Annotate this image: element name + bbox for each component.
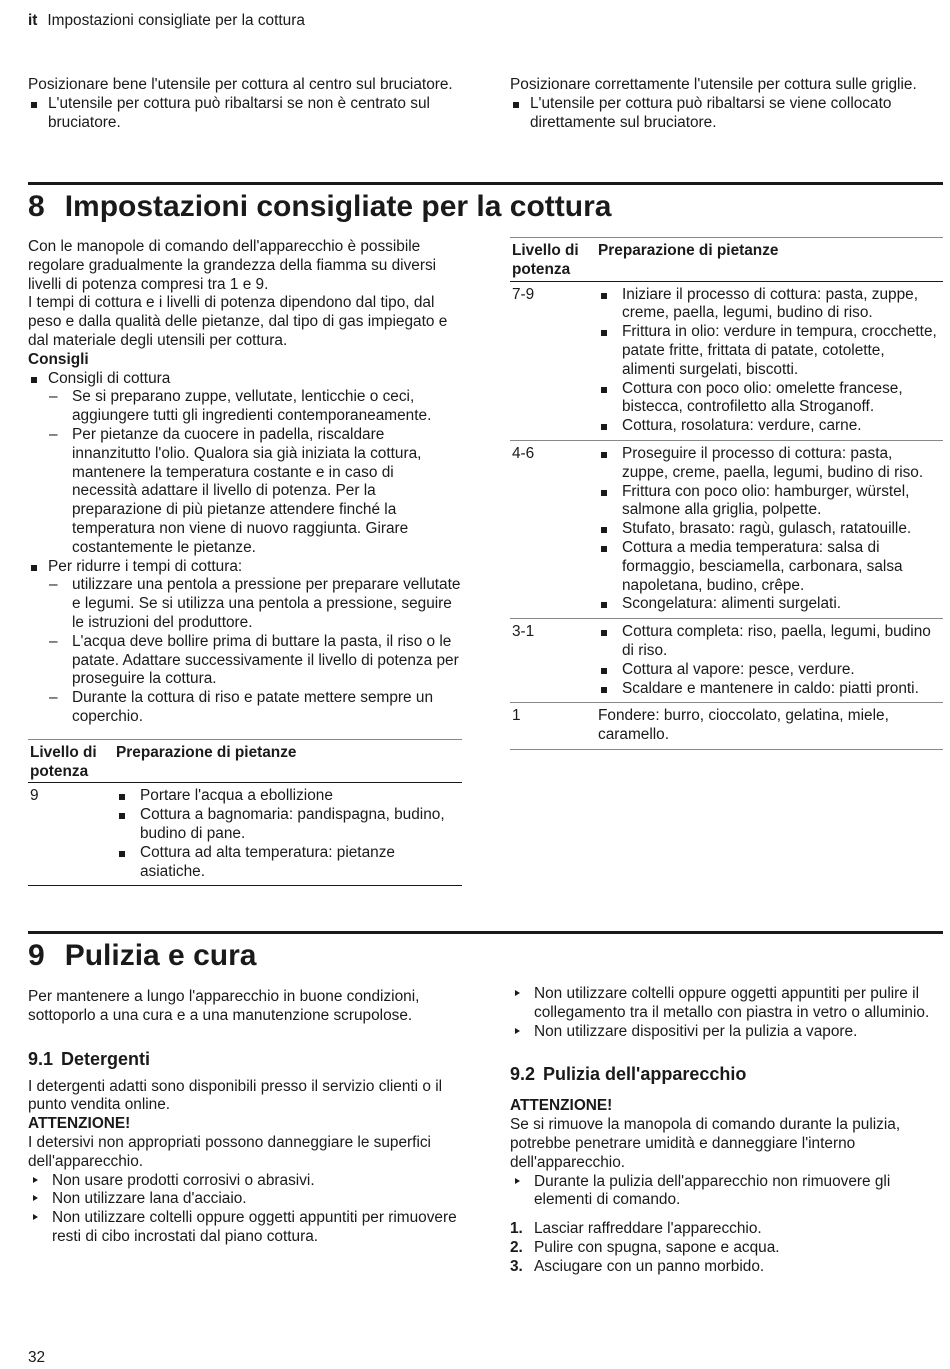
intro-right-text: Posizionare correttamente l'utensile per cottura sulle griglie. bbox=[510, 76, 917, 93]
header-title: Impostazioni consigliate per la cottura bbox=[47, 12, 305, 29]
list-item: Cottura completa: riso, paella, legumi, budino di riso. bbox=[598, 623, 941, 661]
running-header bbox=[28, 12, 305, 31]
intro-right-list bbox=[510, 95, 930, 133]
list-item: Iniziare il processo di cottura: pasta, zuppe, creme, paella, legumi, budino di riso. bbox=[598, 286, 941, 324]
table-row bbox=[28, 783, 462, 886]
detergents-paragraph: I detergenti adatti sono disponibili presso il servizio clienti o il punto vendita online. bbox=[28, 1077, 443, 1114]
cleaning-steps bbox=[510, 1220, 943, 1276]
list-item: – Durante la cottura di riso e patate mettere sempre un coperchio. bbox=[48, 689, 462, 727]
list-item: Non utilizzare coltelli oppure oggetti appuntiti per rimuovere resti di cibo incrostati dal piano cottura. bbox=[28, 1209, 460, 1247]
section-divider bbox=[28, 931, 943, 934]
intro-left-list bbox=[28, 95, 460, 133]
table-header-prep: Preparazione di pietanze bbox=[598, 242, 779, 259]
list-item: Frittura in olio: verdure in tempura, crocchette, patate fritte, frittata di patate, cotolette, alimenti surgelati, biscotti. bbox=[598, 323, 941, 379]
table-cell-level: 7-9 bbox=[512, 285, 535, 303]
tips-group-label: Consigli di cottura bbox=[48, 369, 171, 387]
table-cell-level: 3-1 bbox=[512, 623, 535, 641]
table-header-level: Livello di potenza bbox=[30, 743, 97, 780]
table-row bbox=[510, 619, 943, 703]
detergents-list bbox=[28, 1172, 460, 1247]
list-item: Scaldare e mantenere in caldo: piatti pronti. bbox=[598, 680, 941, 699]
list-item: Cottura a media temperatura: salsa di formaggio, besciamella, carbonara, salsa napoletana, budino, crêpe. bbox=[598, 539, 941, 595]
intro-left-text: Posizionare bene l'utensile per cottura al centro sul bruciatore. bbox=[28, 76, 453, 93]
tips-group bbox=[28, 370, 462, 558]
list-item: Cottura con poco olio: omelette francese, bistecca, controfiletto alla Stroganoff. bbox=[598, 380, 941, 418]
list-item: 2. Pulire con spugna, sapone e acqua. bbox=[510, 1238, 780, 1256]
section-8-right-column bbox=[510, 237, 943, 750]
tips-group bbox=[28, 558, 462, 727]
list-item: Proseguire il processo di cottura: pasta, zuppe, creme, paella, legumi, budino di riso. bbox=[598, 445, 941, 483]
table-row bbox=[510, 703, 943, 750]
table-cell-level: 9 bbox=[30, 787, 39, 805]
tips-group-label: Per ridurre i tempi di cottura: bbox=[48, 557, 243, 575]
section-divider bbox=[28, 182, 943, 185]
power-level-table-right bbox=[510, 237, 943, 750]
table-cell-level: 4-6 bbox=[512, 444, 535, 462]
list-item: Cottura a bagnomaria: pandispagna, budino, budino di pane. bbox=[116, 806, 460, 844]
section-9-right-column bbox=[510, 985, 943, 1277]
list-item: – Se si preparano zuppe, vellutate, lenticchie o ceci, aggiungere tutti gli ingredienti contemporaneamente. bbox=[48, 388, 462, 426]
table-cell-level: 1 bbox=[512, 707, 521, 725]
list-item: Non utilizzare lana d'acciaio. bbox=[28, 1190, 460, 1209]
header-language: it bbox=[28, 12, 38, 29]
list-item: – utilizzare una pentola a pressione per preparare vellutate e legumi. Se si utilizza una pentola a pressione, seguire le istruzioni del produttore. bbox=[48, 576, 462, 632]
power-level-table-left bbox=[28, 739, 462, 887]
list-item: Scongelatura: alimenti surgelati. bbox=[598, 595, 941, 614]
cleaning-warnings-list bbox=[510, 985, 943, 1041]
list-item: Non utilizzare dispositivi per la pulizia a vapore. bbox=[510, 1023, 943, 1042]
warning-label: ATTENZIONE! bbox=[510, 1097, 613, 1115]
list-item: Non utilizzare coltelli oppure oggetti appuntiti per pulire il collegamento tra il metallo con piastra in vetro o alluminio. bbox=[510, 985, 943, 1023]
section-8-paragraph-1: Con le manopole di comando dell'apparecchio è possibile regolare gradualmente la grandezza della fiamma su diversi livelli di potenza compresi tra 1 e 9. bbox=[28, 238, 437, 293]
table-header-prep: Preparazione di pietanze bbox=[116, 743, 297, 761]
subsection-9-1-heading: 9.1 Detergenti bbox=[28, 1048, 151, 1069]
list-item: L'utensile per cottura può ribaltarsi se non è centrato sul bruciatore. bbox=[28, 95, 460, 133]
appliance-cleaning-list bbox=[510, 1173, 943, 1211]
list-item: L'utensile per cottura può ribaltarsi se viene collocato direttamente sul bruciatore. bbox=[510, 95, 930, 133]
warning-text: Se si rimuove la manopola di comando durante la pulizia, potrebbe penetrare umidità e danneggiare l'interno dell'apparecchio. bbox=[510, 1116, 901, 1171]
section-9-left-column bbox=[28, 988, 460, 1247]
warning-label: ATTENZIONE! bbox=[28, 1115, 131, 1133]
section-9-intro: Per mantenere a lungo l'apparecchio in buone condizioni, sottoporlo a una cura e a una manutenzione scrupolose. bbox=[28, 988, 420, 1024]
tips-list bbox=[28, 370, 462, 727]
list-item: Cottura ad alta temperatura: pietanze asiatiche. bbox=[116, 844, 460, 882]
list-item: Durante la pulizia dell'apparecchio non rimuovere gli elementi di comando. bbox=[510, 1173, 943, 1211]
section-9-heading: 9 Pulizia e cura bbox=[28, 939, 257, 972]
tips-heading: Consigli bbox=[28, 350, 89, 368]
intro-left bbox=[28, 76, 460, 132]
warning-text: I detersivi non appropriati possono danneggiare le superfici dell'apparecchio. bbox=[28, 1133, 431, 1170]
table-cell-prep: Fondere: burro, cioccolato, gelatina, miele, caramello. bbox=[598, 707, 889, 744]
section-8-paragraph-2: I tempi di cottura e i livelli di potenza dipendono dal tipo, dal peso e dalla qualità delle pietanze, dal tipo di gas impiegato e dal materiale degli utensili per cottura. bbox=[28, 294, 448, 349]
list-item: – L'acqua deve bollire prima di buttare la pasta, il riso o le patate. Adattare successivamente il livello di potenza per proseguire la cottura. bbox=[48, 633, 462, 689]
list-item: 1. Lasciar raffreddare l'apparecchio. bbox=[510, 1220, 762, 1238]
page-number: 32 bbox=[28, 1349, 46, 1366]
table-row bbox=[510, 440, 943, 618]
table-header-level: Livello di potenza bbox=[512, 242, 579, 278]
section-8-left-column bbox=[28, 238, 462, 886]
list-item: Frittura con poco olio: hamburger, würstel, salmone alla griglia, polpette. bbox=[598, 483, 941, 521]
list-item: Non usare prodotti corrosivi o abrasivi. bbox=[28, 1172, 460, 1191]
section-8-heading: 8 Impostazioni consigliate per la cottura bbox=[28, 190, 612, 223]
subsection-9-2-heading: 9.2 Pulizia dell'apparecchio bbox=[510, 1064, 747, 1085]
list-item: Cottura, rosolatura: verdure, carne. bbox=[598, 417, 941, 436]
list-item: Cottura al vapore: pesce, verdure. bbox=[598, 661, 941, 680]
table-row bbox=[510, 281, 943, 440]
intro-right bbox=[510, 76, 930, 132]
list-item: – Per pietanze da cuocere in padella, riscaldare innanzitutto l'olio. Qualora sia già iniziata la cottura, mantenere la temperatura costante e in caso di necessità adattare il livello di potenza. Per la preparazione di più pietanze attendere finché la temperatura non viene di nuovo raggiunta. Girare costantemente le pietanze. bbox=[48, 426, 462, 558]
list-item: Portare l'acqua a ebollizione bbox=[116, 787, 460, 806]
list-item: 3. Asciugare con un panno morbido. bbox=[510, 1257, 765, 1275]
list-item: Stufato, brasato: ragù, gulasch, ratatouille. bbox=[598, 520, 941, 539]
